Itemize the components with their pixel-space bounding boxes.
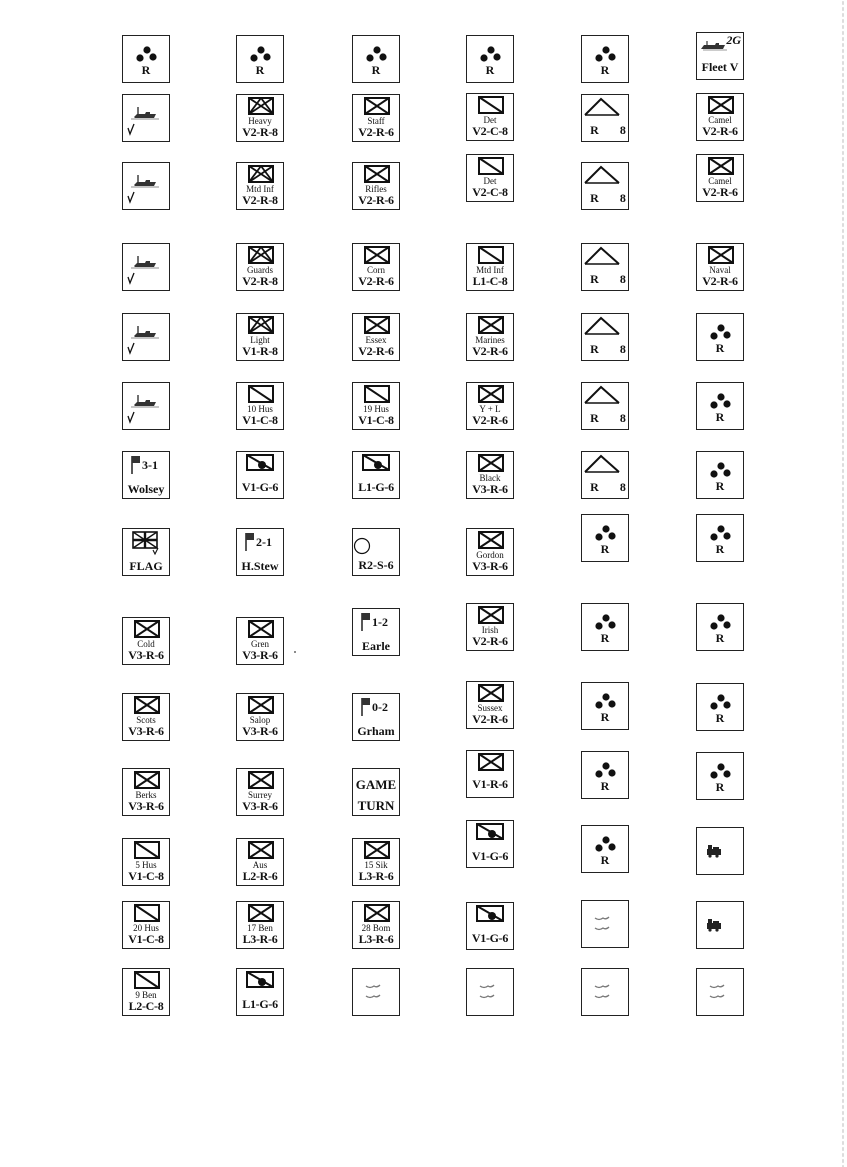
unit-name: Irish: [481, 625, 499, 635]
counter-28-bom[interactable]: [352, 901, 400, 949]
leader-name: Earle: [362, 639, 390, 653]
unit-stat: V3-R-6: [242, 724, 278, 738]
print-speck: [294, 651, 296, 653]
infantry-symbol-icon: [467, 751, 515, 799]
unit-stat: R: [715, 542, 725, 556]
unit-stat: V1-C-8: [358, 413, 394, 427]
counter-r14c3[interactable]: [352, 968, 400, 1016]
unit-name: Heavy: [248, 116, 272, 126]
unit-name: Salop: [249, 715, 271, 725]
counter-r14c4[interactable]: [466, 968, 514, 1016]
unit-name: 17 Ben: [247, 923, 273, 933]
counter-9-ben[interactable]: [122, 968, 170, 1016]
leader-name: Grham: [357, 724, 395, 738]
leader-rating: 1-2: [372, 615, 388, 629]
bird-marks-icon: [582, 901, 630, 949]
counter-sussex[interactable]: [466, 681, 514, 729]
unit-stat: FLAG: [129, 559, 163, 573]
leader-name: Wolsey: [127, 482, 165, 496]
unit-name: Black: [479, 473, 501, 483]
counter-17-ben[interactable]: [236, 901, 284, 949]
unit-name: Surrey: [248, 790, 272, 800]
counter-r11c5[interactable]: [581, 751, 629, 799]
unit-stat: R: [255, 63, 265, 77]
unit-name: Det: [483, 176, 497, 186]
unit-stat: V2-R-6: [472, 413, 508, 427]
counter-r6c1[interactable]: [122, 382, 170, 430]
unit-stat: V3-R-6: [242, 648, 278, 662]
unit-stat: L1-C-8: [472, 274, 508, 288]
unit-stat: V1-C-8: [128, 869, 164, 883]
counter-earle[interactable]: [352, 608, 400, 656]
unit-stat: R: [371, 63, 381, 77]
unit-stat: V2-R-6: [472, 634, 508, 648]
unit-stat: V2-R-8: [242, 125, 278, 139]
unit-stat: R 8: [590, 272, 626, 286]
counter-r3c5[interactable]: [581, 162, 629, 210]
counter-mtd-inf-1[interactable]: [236, 162, 284, 210]
leader-rating: 2-1: [256, 535, 272, 549]
unit-name: Y + L: [479, 404, 501, 414]
counter-r5c5[interactable]: [581, 313, 629, 361]
train-icon: [697, 828, 745, 876]
unit-name: Berks: [135, 790, 157, 800]
unit-name: Cold: [137, 639, 155, 649]
unit-stat: L2-C-8: [128, 999, 164, 1013]
river-boat-icon: [123, 314, 171, 362]
counter-mtd-inf-2[interactable]: [466, 243, 514, 291]
unit-name: Naval: [709, 265, 731, 275]
counter-v1-g-6-c[interactable]: [466, 902, 514, 950]
counter-10-hus[interactable]: [236, 382, 284, 430]
bird-marks-icon: [467, 969, 515, 1017]
unit-stat: V2-R-6: [358, 344, 394, 358]
counter-fleet[interactable]: [696, 32, 744, 80]
counter-v1-r-6[interactable]: [466, 750, 514, 798]
river-boat-icon: [123, 244, 171, 292]
unit-name: 28 Bom: [361, 923, 391, 933]
counter-r10c5[interactable]: [581, 682, 629, 730]
unit-stat: L2-R-6: [242, 869, 278, 883]
unit-stat: R: [715, 479, 725, 493]
counter-wolsey[interactable]: [122, 451, 170, 499]
unit-stat: R 8: [590, 191, 626, 205]
unit-stat: V3-R-6: [128, 648, 164, 662]
counter-flag[interactable]: [122, 528, 170, 576]
counter-r2c5[interactable]: [581, 94, 629, 142]
unit-stat: V3-R-6: [128, 799, 164, 813]
unit-stat: R: [600, 779, 610, 793]
bird-marks-icon: [582, 969, 630, 1017]
unit-stat: R: [600, 63, 610, 77]
counter-naval[interactable]: [696, 243, 744, 291]
unit-name: Essex: [365, 335, 387, 345]
unit-stat: V1-R-6: [472, 777, 508, 791]
unit-name: 5 Hus: [135, 860, 157, 870]
river-boat-icon: [123, 383, 171, 431]
counter-salop[interactable]: [236, 693, 284, 741]
counter-r10c6[interactable]: [696, 683, 744, 731]
counter-surrey[interactable]: [236, 768, 284, 816]
counter-cold[interactable]: [122, 617, 170, 665]
counter-r6c5[interactable]: [581, 382, 629, 430]
unit-stat: R: [715, 780, 725, 794]
counter-r5c6[interactable]: [696, 313, 744, 361]
unit-stat: L1-G-6: [242, 997, 278, 1011]
counter-gordon[interactable]: [466, 528, 514, 576]
counter-r12c5[interactable]: [581, 825, 629, 873]
counter-r1c4[interactable]: [466, 35, 514, 83]
counter-r7c5[interactable]: [581, 451, 629, 499]
unit-name: Corn: [367, 265, 385, 275]
unit-stat: R 8: [590, 480, 626, 494]
counter-gren[interactable]: [236, 617, 284, 665]
unit-stat: R: [715, 711, 725, 725]
counter-r4c1[interactable]: [122, 243, 170, 291]
counter-r13c6[interactable]: [696, 901, 744, 949]
unit-stat: V2-R-6: [702, 124, 738, 138]
unit-name: 15 Sik: [364, 860, 388, 870]
counter-staff[interactable]: [352, 94, 400, 142]
unit-name: Camel: [708, 176, 732, 186]
counter-light[interactable]: [236, 313, 284, 361]
unit-name: Mtd Inf: [246, 184, 274, 194]
counter-berks[interactable]: [122, 768, 170, 816]
unit-stat: V2-R-6: [472, 712, 508, 726]
counter-corn[interactable]: [352, 243, 400, 291]
counter-game-turn[interactable]: [352, 768, 400, 816]
unit-stat: V1-R-8: [242, 344, 278, 358]
unit-stat: V2-C-8: [472, 185, 508, 199]
unit-name: Marines: [475, 335, 505, 345]
counter-y-l[interactable]: [466, 382, 514, 430]
unit-stat: R: [715, 631, 725, 645]
unit-stat: V1-C-8: [128, 932, 164, 946]
unit-stat: L3-R-6: [358, 869, 394, 883]
counter-r12c6[interactable]: [696, 827, 744, 875]
unit-stat: V3-R-6: [472, 559, 508, 573]
unit-name: 20 Hus: [133, 923, 159, 933]
leader-rating: 0-2: [372, 700, 388, 714]
counter-hstew[interactable]: [236, 528, 284, 576]
bird-marks-icon: [697, 969, 745, 1017]
counter-r1c3[interactable]: [352, 35, 400, 83]
counter-camel-2[interactable]: [696, 154, 744, 202]
unit-stat: R2-S-6: [358, 558, 394, 572]
unit-name: Guards: [247, 265, 273, 275]
counter-r8c5[interactable]: [581, 514, 629, 562]
unit-name: 9 Ben: [135, 990, 157, 1000]
counter-r3c1[interactable]: [122, 162, 170, 210]
unit-name: Light: [250, 335, 270, 345]
unit-stat: R: [600, 542, 610, 556]
sheet-edge-perforation: [842, 0, 844, 1167]
unit-stat: R: [141, 63, 151, 77]
unit-stat: R: [715, 410, 725, 424]
unit-stat: V2-C-8: [472, 124, 508, 138]
unit-stat: V3-R-6: [472, 482, 508, 496]
counter-v1-g-6-a[interactable]: [236, 451, 284, 499]
unit-stat: V2-R-6: [702, 274, 738, 288]
unit-name: Camel: [708, 115, 732, 125]
counter-l1-g-6-b[interactable]: [236, 968, 284, 1016]
unit-name: Rifles: [365, 184, 387, 194]
counter-r4c5[interactable]: [581, 243, 629, 291]
unit-name: Mtd Inf: [476, 265, 504, 275]
river-boat-icon: [123, 95, 171, 143]
counter-r2-s-6[interactable]: [352, 528, 400, 576]
counter-heavy[interactable]: [236, 94, 284, 142]
leader-name: H.Stew: [241, 559, 279, 573]
unit-stat: L3-R-6: [358, 932, 394, 946]
counter-black[interactable]: [466, 451, 514, 499]
unit-name: 10 Hus: [247, 404, 273, 414]
counter-essex[interactable]: [352, 313, 400, 361]
counter-19-hus[interactable]: [352, 382, 400, 430]
counter-det-2[interactable]: [466, 154, 514, 202]
counter-r6c6[interactable]: [696, 382, 744, 430]
unit-name: Scots: [136, 715, 156, 725]
counter-camel-1[interactable]: [696, 93, 744, 141]
unit-stat: V1-G-6: [471, 931, 509, 945]
counter-irish[interactable]: [466, 603, 514, 651]
unit-name: Staff: [367, 116, 385, 126]
counter-r1c2[interactable]: [236, 35, 284, 83]
unit-stat: Fleet V: [701, 60, 739, 74]
counter-20-hus[interactable]: [122, 901, 170, 949]
river-boat-icon: [123, 163, 171, 211]
game-turn-line1: GAME: [355, 777, 397, 792]
unit-stat: V2-R-8: [242, 274, 278, 288]
counter-grham[interactable]: [352, 693, 400, 741]
counter-15-sik[interactable]: [352, 838, 400, 886]
counter-r2c1[interactable]: [122, 94, 170, 142]
counter-r1c1[interactable]: [122, 35, 170, 83]
counter-r14c5[interactable]: [581, 968, 629, 1016]
unit-stat: V1-C-8: [242, 413, 278, 427]
unit-name: Aus: [252, 860, 268, 870]
unit-stat: V2-R-6: [358, 274, 394, 288]
counter-marines[interactable]: [466, 313, 514, 361]
counter-l1-g-6-a[interactable]: [352, 451, 400, 499]
counter-r1c5[interactable]: [581, 35, 629, 83]
unit-stat: L1-G-6: [358, 480, 394, 494]
unit-name: Sussex: [477, 703, 503, 713]
unit-stat: V3-R-6: [128, 724, 164, 738]
unit-stat: V2-R-6: [358, 125, 394, 139]
unit-name: 19 Hus: [363, 404, 389, 414]
unit-name: Gren: [251, 639, 269, 649]
bird-marks-icon: [353, 969, 401, 1017]
fleet-strength: 2G: [726, 33, 741, 47]
train-icon: [697, 902, 745, 950]
counter-r11c6[interactable]: [696, 752, 744, 800]
counter-r9c5[interactable]: [581, 603, 629, 651]
counter-5-hus[interactable]: [122, 838, 170, 886]
unit-stat: V2-R-6: [358, 193, 394, 207]
counter-r7c6[interactable]: [696, 451, 744, 499]
counter-scots[interactable]: [122, 693, 170, 741]
unit-stat: R: [600, 710, 610, 724]
unit-stat: V2-R-6: [702, 185, 738, 199]
counter-r5c1[interactable]: [122, 313, 170, 361]
counter-rifles[interactable]: [352, 162, 400, 210]
unit-name: Gordon: [476, 550, 504, 560]
unit-stat: V1-G-6: [241, 480, 279, 494]
unit-stat: R: [715, 341, 725, 355]
counter-guards[interactable]: [236, 243, 284, 291]
leader-rating: 3-1: [142, 458, 158, 472]
game-turn-line2: TURN: [357, 798, 395, 813]
unit-stat: R 8: [590, 342, 626, 356]
unit-stat: V2-R-6: [472, 344, 508, 358]
unit-stat: R: [600, 853, 610, 867]
counter-v1-g-6-b[interactable]: [466, 820, 514, 868]
unit-stat: L3-R-6: [242, 932, 278, 946]
counter-r13c5[interactable]: [581, 900, 629, 948]
counter-aus[interactable]: [236, 838, 284, 886]
unit-stat: V2-R-8: [242, 193, 278, 207]
unit-stat: R: [485, 63, 495, 77]
unit-stat: V1-G-6: [471, 849, 509, 863]
unit-stat: R 8: [590, 411, 626, 425]
unit-stat: R 8: [590, 123, 626, 137]
counter-r9c6[interactable]: [696, 603, 744, 651]
unit-stat: R: [600, 631, 610, 645]
counter-r8c6[interactable]: [696, 514, 744, 562]
unit-name: Det: [483, 115, 497, 125]
counter-det-1[interactable]: [466, 93, 514, 141]
unit-stat: V3-R-6: [242, 799, 278, 813]
counter-r14c6[interactable]: [696, 968, 744, 1016]
